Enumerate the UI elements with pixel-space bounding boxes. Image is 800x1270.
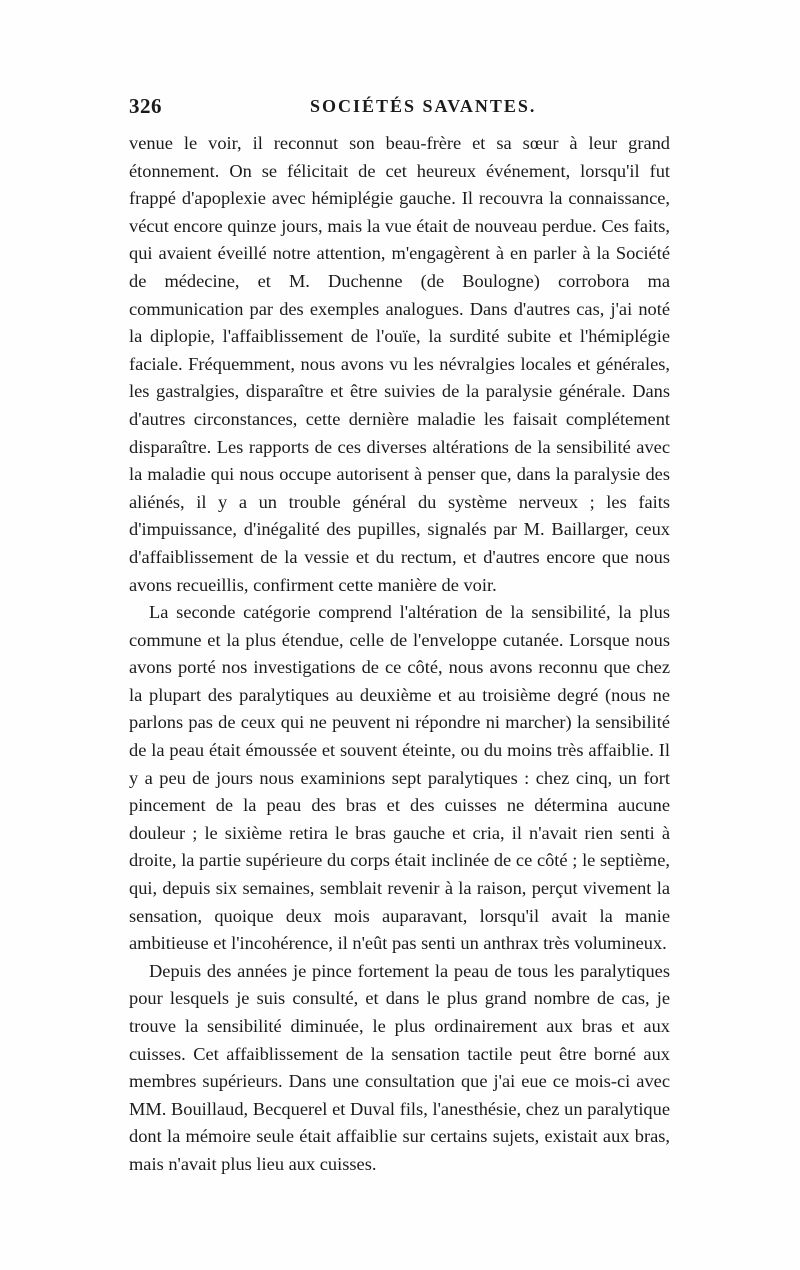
page-number: 326: [129, 94, 162, 118]
paragraph: venue le voir, il reconnut son beau-frère et sa sœur à leur grand étonnement. On se félicitait de cet heureux événement, lorsqu'il fut frappé d'apoplexie avec hémiplégie gauche. Il recouvra la connaissance, vécut encore quinze jours, mais la vue était de nouveau perdue. Ces faits, qui avaient éveillé notre attention, m'engagèrent à en parler à la Société de médecine, et M. Duchenne (de Boulogne) corrobora ma communication par des exemples analogues. Dans d'autres cas, j'ai noté la diplopie, l'affaiblissement de l'ouïe, la surdité subite et l'hémiplégie faciale. Fréquemment, nous avons vu les névralgies locales et générales, les gastralgies, disparaître et être suivies de la paralysie générale. Dans d'autres circonstances, cette dernière maladie les faisait complétement disparaître. Les rapports de ces diverses altérations de la sensibilité avec la maladie qui nous occupe autorisent à penser que, dans la paralysie des aliénés, il y a un trouble général du système nerveux ; les faits d'impuissance, d'inégalité des pupilles, signalés par M. Baillarger, ceux d'affaiblissement de la vessie et du rectum, et d'autres encore que nous avons recueillis, confirment cette manière de voir.: [129, 133, 670, 595]
running-header: [129, 94, 669, 124]
paragraph: Depuis des années je pince fortement la peau de tous les paralytiques pour lesquels je suis consulté, et dans le plus grand nombre de cas, je trouve la sensibilité diminuée, le plus ordinairement aux bras et aux cuisses. Cet affaiblissement de la sensation tactile peut être borné aux membres supérieurs. Dans une consultation que j'ai eue ce mois-ci avec MM. Bouillaud, Becquerel et Duval fils, l'anesthésie, chez un paralytique dont la mémoire seule était affaiblie sur certains sujets, existait aux bras, mais n'avait plus lieu aux cuisses.: [129, 960, 670, 1174]
running-title: SOCIÉTÉS SAVANTES.: [310, 96, 537, 116]
paragraph: La seconde catégorie comprend l'altération de la sensibilité, la plus commune et la plus étendue, celle de l'enveloppe cutanée. Lorsque nous avons porté nos investigations de ce côté, nous avons reconnu que chez la plupart des paralytiques au deuxième et au troisième degré (nous ne parlons pas de ceux qui ne peuvent ni répondre ni marcher) la sensibilité de la peau était émoussée et souvent éteinte, ou du moins très affaiblie. Il y a peu de jours nous examinions sept paralytiques : chez cinq, un fort pincement de la peau des bras et des cuisses ne détermina aucune douleur ; le sixième retira le bras gauche et cria, il n'avait rien senti à droite, la partie supérieure du corps était inclinée de ce côté ; le septième, qui, depuis six semaines, semblait revenir à la raison, perçut vivement la sensation, quoique deux mois auparavant, lorsqu'il avait la manie ambitieuse et l'incohérence, il n'eût pas senti un anthrax très volumineux.: [129, 602, 670, 954]
body-text: [129, 130, 670, 1179]
